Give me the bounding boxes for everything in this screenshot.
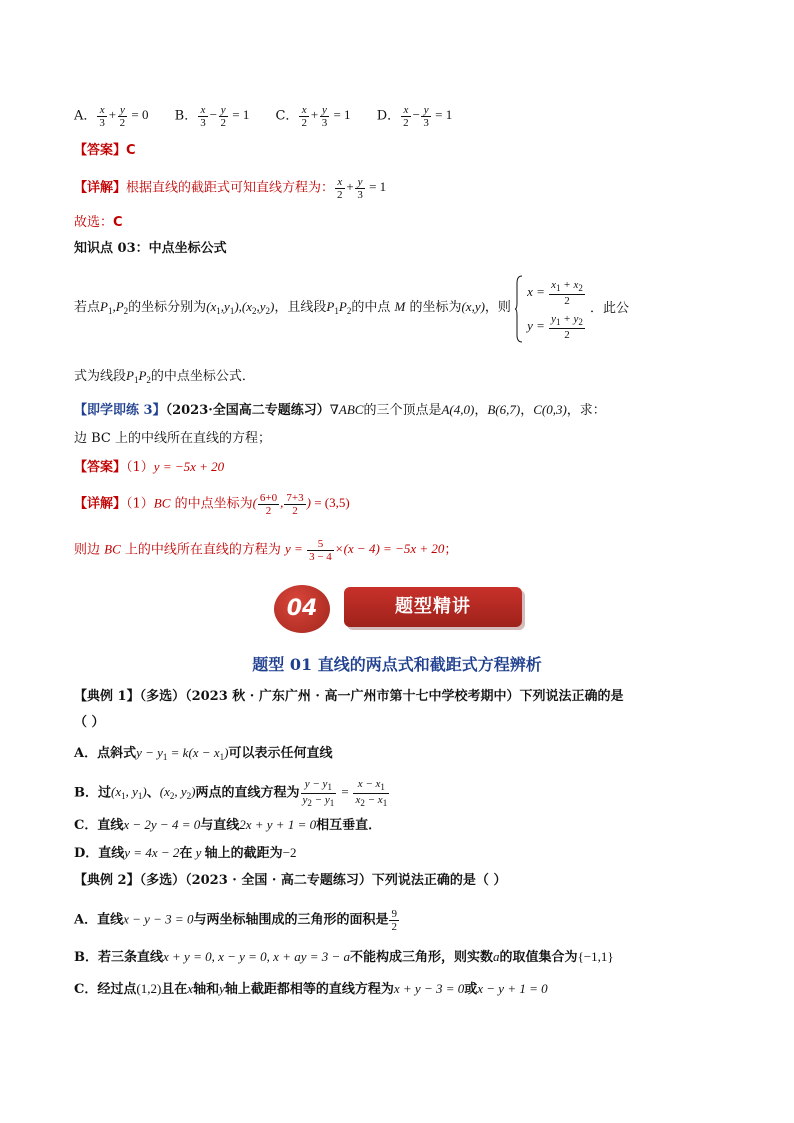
example-1-option-d: D．直线y = 4x − 2在 y 轴上的截距为−2 [74, 845, 297, 861]
midpoint-system: x = $\frac{x_1 + x_2}{2}$ y = $\frac{y_1 + y_2}{2}$ [515, 275, 586, 343]
banner-title: 题型精讲 [344, 587, 522, 627]
practice-3: 【即学即练 3】（2023·全国高二专题练习）∇ABC的三个顶点是A(4,0)，B(6,7)，C(0,3)，求： [74, 402, 606, 418]
example-1-option-b: B．过($x_1$, $y_1$)、($x_2$, $y_2$)两点的直线方程为 $\frac{y - y_1}{y_2 - y_1}$ = $\frac{x - x_1}{x_2 - x_1}$ [74, 778, 388, 808]
option-c: C． $\frac{x}{2}$ + $\frac{y}{3}$ = 1 [275, 104, 351, 129]
option-b: B． $\frac{x}{3}$ − $\frac{y}{2}$ = 1 [174, 104, 250, 129]
example-2-stem: 【典例 2】（多选）（2023 · 全国 · 高二专题练习）下列说法正确的是（ ） [74, 873, 507, 888]
option-d: D． $\frac{x}{2}$ − $\frac{y}{3}$ = 1 [376, 104, 453, 129]
conclusion-2: 则边 BC 上的中线所在直线的方程为 y = $\frac{5}{3 - 4}$ ×(x − 4) = −5x + 20； [74, 538, 458, 563]
midpoint-formula-paragraph-end: 式为线段$P_1P_2$的中点坐标公式． [74, 368, 255, 385]
options-row [74, 104, 452, 129]
choose-1: 故选：C [74, 215, 123, 230]
detail-1: 【详解】根据直线的截距式可知直线方程为： $\frac{x}{2}$ + $\frac{y}{3}$ = 1 [74, 176, 387, 201]
answer-2: 【答案】（1）y = −5x + 20 [74, 459, 225, 475]
answer-1: 【答案】C [74, 143, 136, 158]
option-a: A． $\frac{x}{3}$ + $\frac{y}{2}$ = 0 [74, 104, 149, 129]
example-1-blank: （ ） [74, 715, 105, 730]
example-1-option-a: A．点斜式$y - y_1 = k(x - x_1)$可以表示任何直线 [74, 745, 333, 762]
example-2-option-b: B．若三条直线x + y = 0, x − y = 0, x + ay = 3 − a不能构成三角形，则实数a的取值集合为{−1,1} [74, 949, 614, 965]
practice-3-question: 边 BC 上的中线所在直线的方程； [74, 431, 272, 446]
example-2-option-c: C．经过点(1,2)且在x轴和y轴上截距都相等的直线方程为x + y − 3 = 0或x − y + 1 = 0 [74, 981, 548, 997]
section-banner [274, 585, 524, 633]
section-title: 题型 01 直线的两点式和截距式方程辨析 [252, 655, 542, 674]
knowledge-point-3-title: 知识点 03：中点坐标公式 [74, 241, 227, 256]
example-1-stem: 【典例 1】（多选）（2023 秋 · 广东广州 · 高一广州市第十七中学校考期中）下列说法正确的是 [74, 689, 624, 704]
banner-number: 04 [274, 585, 330, 633]
midpoint-formula-paragraph: 若点$P_1,P_2$的坐标分别为$(x_1,y_1),(x_2,y_2)$，且线段$P_1P_2$的中点 M 的坐标为(x,y)，则 x = $\frac{x_1 + x_2}{2}$ y = $\frac{y_1 + y_2}{2}$ ．此公 [74, 275, 629, 345]
detail-2: 【详解】（1）BC 的中点坐标为( $\frac{6+0}{2}$ , $\frac{7+3}{2}$ ) = (3,5) [74, 492, 350, 517]
brace-icon [515, 275, 523, 343]
example-1-option-c: C．直线x − 2y − 4 = 0与直线2x + y + 1 = 0相互垂直． [74, 817, 382, 833]
example-2-option-a: A．直线x − y − 3 = 0与两坐标轴围成的三角形的面积是 $\frac{9}{2}$ [74, 908, 397, 933]
